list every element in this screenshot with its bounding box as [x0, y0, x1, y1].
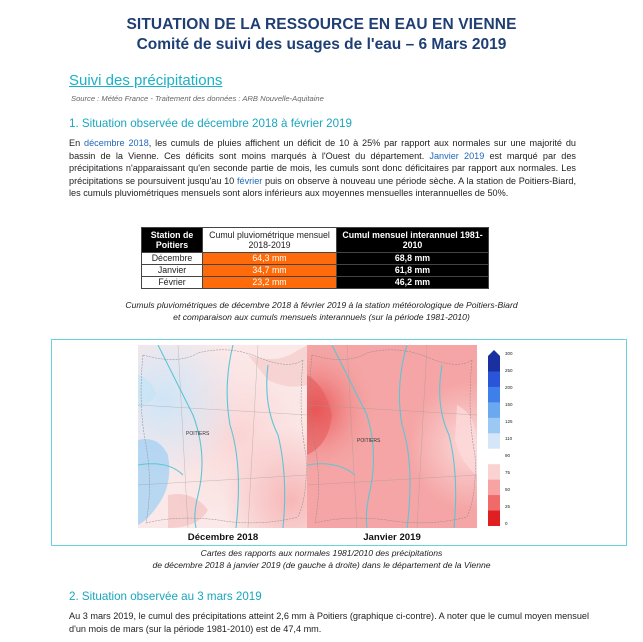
colorbar-segment [488, 464, 500, 480]
cell-reference: 46,2 mm [337, 277, 489, 289]
map-december [138, 345, 308, 528]
colorbar [488, 350, 500, 526]
table-row [142, 277, 489, 289]
cell-reference: 68,8 mm [337, 253, 489, 265]
heading-situation-march: 2. Situation observée au 3 mars 2019 [69, 590, 262, 603]
colorbar-top-arrow [488, 350, 500, 356]
colorbar-segment [488, 480, 500, 496]
colorbar-segment [488, 371, 500, 387]
caption-line: de décembre 2018 à janvier 2019 (de gauche à droite) dans le département de la Vienne [152, 559, 491, 570]
source-note: Source : Météo France - Traitement des données : ARB Nouvelle-Aquitaine [71, 94, 324, 103]
cell-month: Décembre [142, 253, 203, 265]
colorbar-segment [488, 418, 500, 434]
highlight-january: Janvier 2019 [429, 150, 485, 161]
map-january-image [307, 345, 477, 528]
text-segment: puis on observe à nouveau une période sèche. A la station de Poitiers-Biard, les cumuls pluviométriques mensuels sont alors inférieurs aux moyennes mensuelles interannuelles de 50%. [69, 175, 576, 199]
table-row [142, 253, 489, 265]
map-city-label: POITIERS [186, 431, 210, 437]
text-segment: est marqué par des précipitations n'apparaissant qu'en seconde partie de mois, les cumuls sont donc déficitaires par rapport aux normales. Les précipitations se poursuivent jusqu'au 10 [69, 150, 576, 186]
cell-cumul: 34,7 mm [203, 265, 337, 277]
colorbar-segment [488, 449, 500, 465]
header-station: Station de Poitiers [142, 228, 203, 253]
maps-caption [0, 548, 643, 571]
paragraph-march: Au 3 mars 2019, le cumul des précipitations atteint 2,6 mm à Poitiers (graphique ci-contre). A noter que le cumul moyen mensuel d'un mois de mars (sur la période 1981-2010) est de 47,4 mm. [69, 611, 589, 634]
colorbar-tick-label: 0 [505, 521, 508, 526]
colorbar-segment [488, 495, 500, 511]
cell-month: Février [142, 277, 203, 289]
colorbar-segment [488, 387, 500, 403]
text-segment: En [69, 138, 85, 148]
section-title: Suivi des précipitations [69, 72, 223, 89]
caption-line: et comparaison aux cumuls mensuels interannuels (sur la période 1981-2010) [173, 311, 470, 322]
colorbar-tick-label: 25 [505, 504, 511, 509]
cell-cumul: 64,3 mm [203, 253, 337, 265]
document-title: SITUATION DE LA RESSOURCE EN EAU EN VIENNE [126, 16, 517, 33]
colorbar-segment [488, 511, 500, 526]
colorbar-tick-label: 75 [505, 470, 511, 475]
caption-line: Cumuls pluviométriques de décembre 2018 à février 2019 à la station météorologique de Poitiers-Biard [125, 300, 518, 310]
caption-line: Cartes des rapports aux normales 1981/2010 des précipitations [200, 548, 443, 558]
colorbar-tick-label: 150 [505, 402, 513, 407]
table-header-row [142, 228, 489, 253]
header-reference: Cumul mensuel interannuel 1981-2010 [337, 228, 489, 253]
table-caption [0, 300, 643, 323]
colorbar-segment [488, 402, 500, 418]
colorbar-segment [488, 433, 500, 449]
colorbar-tick-label: 50 [505, 487, 511, 492]
colorbar-segment [488, 356, 500, 372]
heading-situation-dec-feb: 1. Situation observée de décembre 2018 à février 2019 [69, 117, 352, 130]
colorbar-tick-label: 200 [505, 385, 513, 390]
paragraph-situation [69, 137, 576, 200]
document-subtitle: Comité de suivi des usages de l'eau – 6 Mars 2019 [136, 36, 507, 53]
colorbar-tick-label: 250 [505, 368, 513, 373]
highlight-february: février [236, 175, 263, 186]
colorbar-tick-label: 110 [505, 436, 513, 441]
map-december-image [138, 345, 308, 528]
highlight-december: décembre 2018 [84, 138, 149, 148]
map-city-label: POITIERS [357, 438, 381, 444]
cell-month: Janvier [142, 265, 203, 277]
cell-reference: 61,8 mm [337, 265, 489, 277]
text-segment: , les cumuls de pluies affichent un déficit de 10 à 25% par rapport aux normales sur une majorité du bassin de la Vienne. Ces déficits sont moins marqués à l'Ouest du département. [69, 138, 576, 161]
map-label-december: Décembre 2018 [187, 532, 259, 543]
colorbar-tick-label: 90 [505, 453, 511, 458]
table-row [142, 265, 489, 277]
colorbar-tick-label: 300 [505, 351, 513, 356]
cell-cumul: 23,2 mm [203, 277, 337, 289]
map-january [307, 345, 477, 528]
rainfall-table [141, 227, 489, 289]
colorbar-tick-label: 125 [505, 419, 513, 424]
header-cumul: Cumul pluviométrique mensuel 2018-2019 [203, 228, 337, 253]
map-label-january: Janvier 2019 [363, 532, 421, 543]
